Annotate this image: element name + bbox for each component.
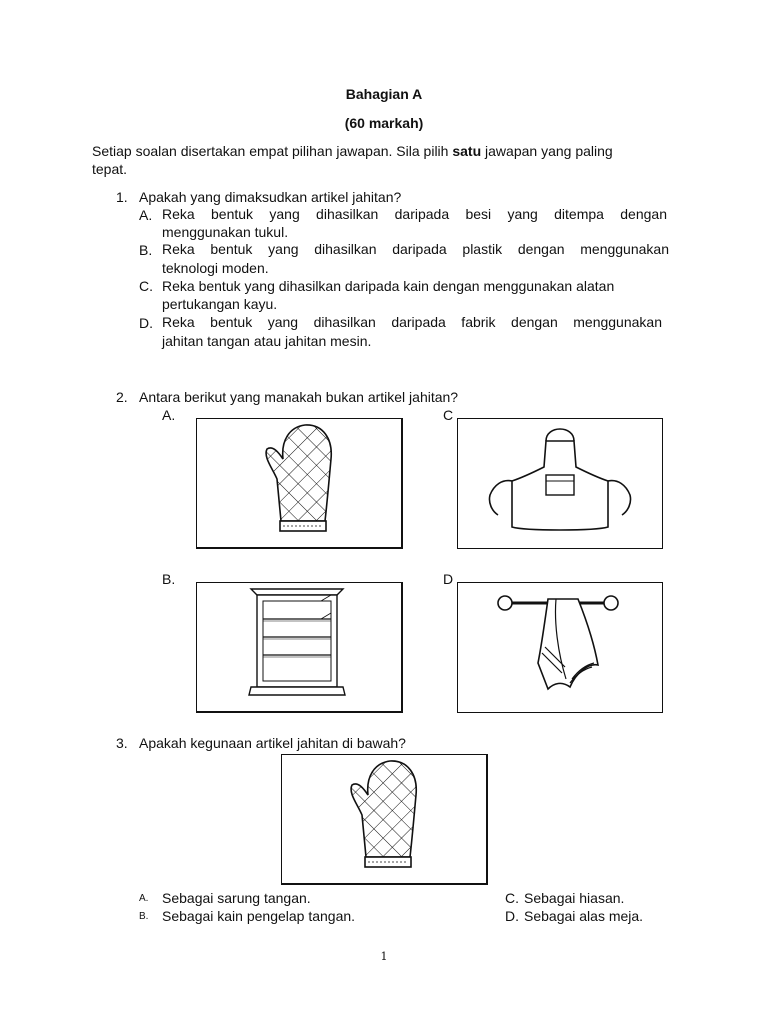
q2-label-c: C [443,407,454,423]
q2-option-d-image[interactable] [457,582,663,713]
oven-mitt-icon [197,419,402,548]
instructions-bold: satu [452,143,482,159]
q3-option-letter: D. [505,908,519,924]
q3-number: 3. [116,735,128,751]
section-marks: (60 markah) [344,115,424,131]
q1-option-letter: B. [139,242,153,258]
instructions-text: Setiap soalan disertakan empat pilihan jawapan. Sila pilih [92,143,453,159]
q3-image [281,754,488,885]
q3-option-c-text: Sebagai hiasan. [524,890,625,906]
q2-option-c-image[interactable] [457,418,663,549]
q1-text: Apakah yang dimaksudkan artikel jahitan? [139,189,402,205]
q1-option-d-line1: Reka bentuk yang dihasilkan daripada fabrik dengan menggunakan [162,314,662,330]
q2-label-a: A. [162,407,176,423]
q2-number: 2. [116,389,128,405]
instructions-text-end: jawapan yang paling [481,143,613,159]
q1-option-letter: A. [139,207,153,223]
towel-icon [458,583,662,712]
q2-option-a-image[interactable] [196,418,403,549]
q1-number: 1. [116,189,128,205]
q1-option-a-line1: Reka bentuk yang dihasilkan daripada besi yang ditempa dengan [162,206,667,222]
page-number: 1 [380,950,388,963]
q3-option-b-text: Sebagai kain pengelap tangan. [162,908,356,924]
oven-mitt-icon [282,755,487,884]
q2-option-b-image[interactable] [196,582,403,713]
q3-option-letter: C. [505,890,519,906]
q1-option-b-line1: Reka bentuk yang dihasilkan daripada plastik dengan menggunakan [162,241,669,257]
q3-text: Apakah kegunaan artikel jahitan di bawah? [139,735,406,751]
q2-label-b: B. [162,571,176,587]
q1-option-letter: D. [139,315,153,331]
q2-label-d: D [443,571,454,587]
apron-icon [458,419,662,548]
q1-option-a-line2: menggunakan tukul. [162,224,289,240]
q3-option-letter: B. [139,911,149,922]
q3-option-a-text: Sebagai sarung tangan. [162,890,311,906]
instructions-line2: tepat. [92,161,128,177]
q2-text: Antara berikut yang manakah bukan artikel jahitan? [139,389,459,405]
q1-option-b-line2: teknologi moden. [162,260,269,276]
shelf-icon [197,583,402,712]
q1-option-letter: C. [139,278,153,294]
instructions-line1 [92,142,613,160]
q3-option-letter: A. [139,893,149,904]
q3-option-d-text: Sebagai alas meja. [524,908,644,924]
q1-option-c-line2: pertukangan kayu. [162,296,278,312]
q1-option-d-line2: jahitan tangan atau jahitan mesin. [162,333,372,349]
section-title: Bahagian A [345,86,423,102]
q1-option-c-line1: Reka bentuk yang dihasilkan daripada kain dengan menggunakan alatan [162,278,615,294]
